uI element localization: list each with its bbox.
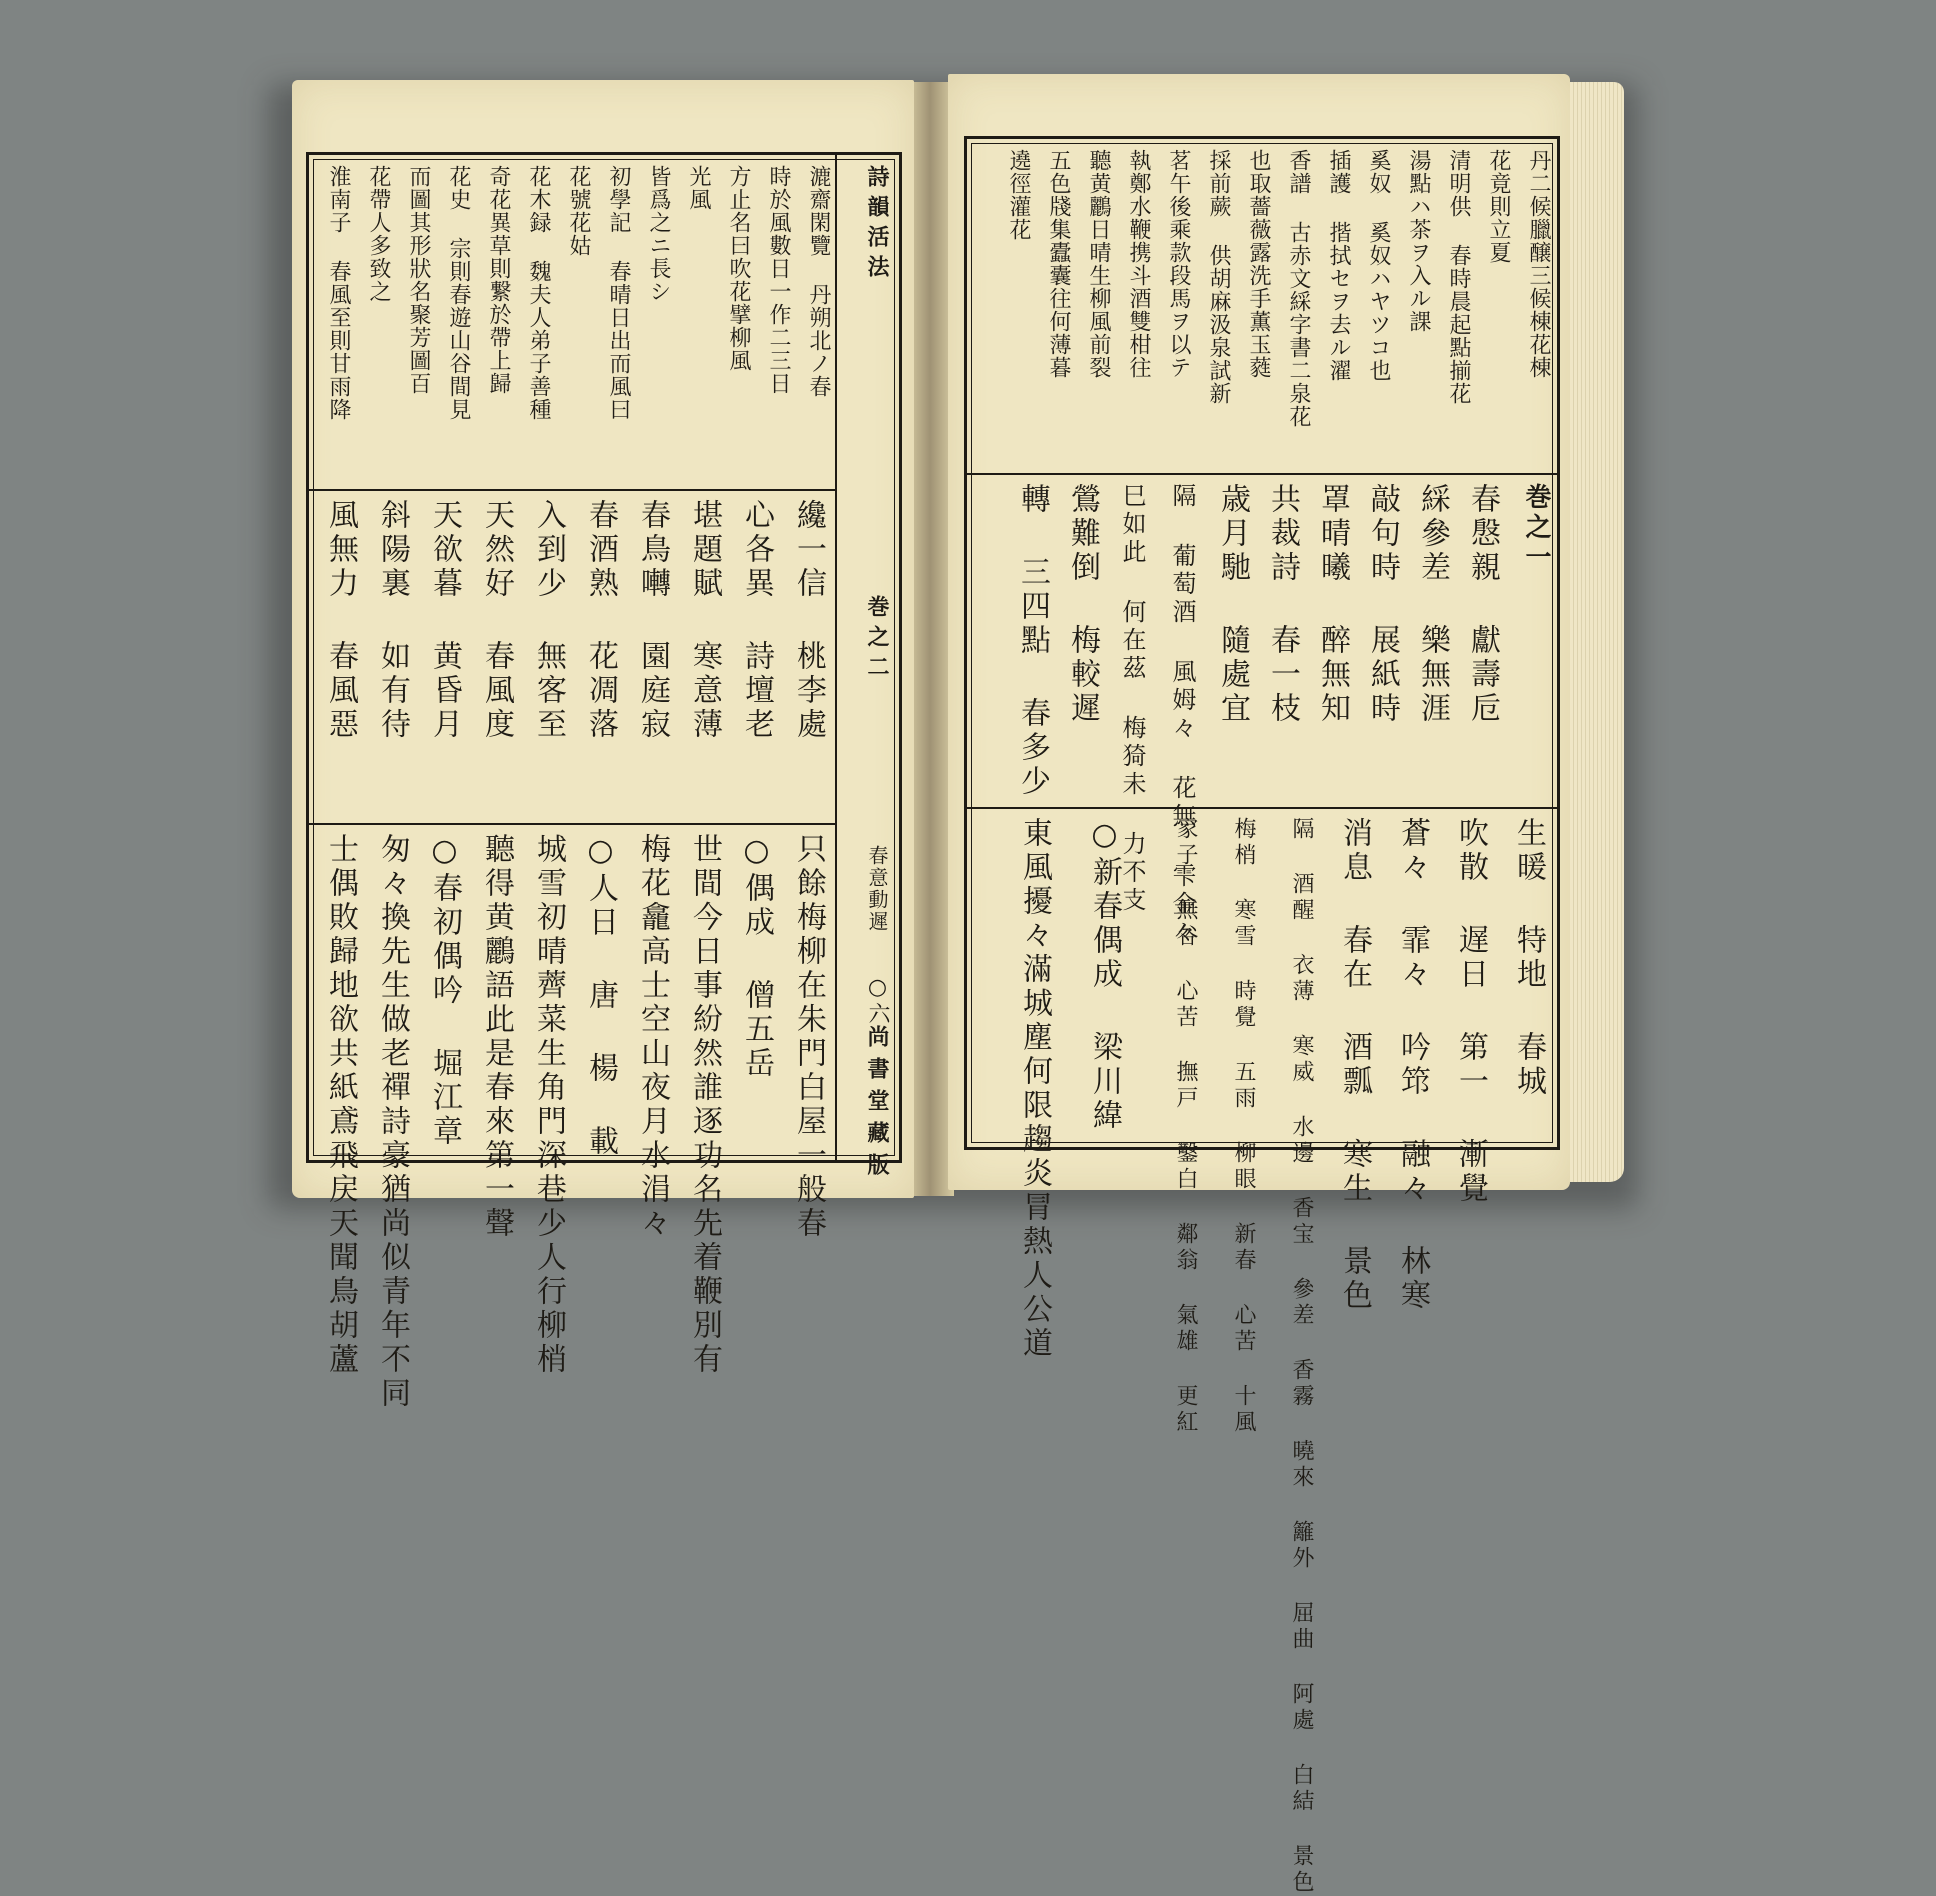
book-title: 詩韻活法 bbox=[864, 165, 890, 285]
page-number: ○六 bbox=[865, 975, 890, 1026]
note-column: 清明供 春時晨起點揃花 bbox=[1446, 149, 1471, 405]
notes-band bbox=[967, 139, 1557, 475]
poem-column: ○春初偶吟 堀江章 bbox=[427, 833, 462, 1149]
poem-column: 蒼々 霏々 吟筇 融々 林寒 bbox=[1395, 817, 1430, 1313]
note-column: 也取薔薇露洗手薫玉蕤 bbox=[1246, 149, 1271, 379]
poem-column: ○新春偶成 梁川緯 bbox=[1087, 817, 1122, 1133]
note-column: 花木録 魏夫人弟子善種 bbox=[526, 165, 551, 421]
poem-column: 世間今日事紛然誰逐功名先着鞭別有 bbox=[687, 833, 722, 1377]
couplets-band bbox=[309, 489, 837, 825]
publisher-imprint: 尚書堂藏版 bbox=[864, 1025, 890, 1185]
poems-band bbox=[967, 807, 1557, 1896]
couplet-column: 巳如此 何在茲 梅猗未 力不支 bbox=[1118, 483, 1146, 915]
couplet-column: 風無力 春風惡 bbox=[323, 499, 358, 742]
couplet-column: 纔一信 桃李處 bbox=[791, 499, 826, 742]
couplet-column: 天欲暮 黄昏月 bbox=[427, 499, 462, 742]
note-column: 執鄭水鞭携斗酒雙柑往 bbox=[1126, 149, 1151, 379]
note-column: 花史 宗則春遊山谷間見 bbox=[446, 165, 471, 421]
poem-column: 消息 春在 酒瓢 寒生 景色 bbox=[1337, 817, 1372, 1313]
page-edges bbox=[1566, 82, 1624, 1182]
poem-column: 只餘梅柳在朱門白屋一般春 bbox=[791, 833, 826, 1241]
note-column: 而圖其形狀名聚芳圖百 bbox=[406, 165, 431, 395]
left-page-margin-column bbox=[835, 155, 899, 1185]
note-column: 聽黄鸝日晴生柳風前裂 bbox=[1086, 149, 1111, 379]
note-column: 漉齋閑覽 丹朔北ノ春 bbox=[806, 165, 831, 398]
right-page bbox=[948, 74, 1570, 1896]
poem-column: 家子 無谷 心苦 撫戸 鑿白 鄰翁 氣雄 更紅 bbox=[1173, 817, 1198, 1436]
note-column: 花帶人多致之 bbox=[366, 165, 391, 303]
note-column: 湯點ハ茶ヲ入ル課 bbox=[1406, 149, 1431, 333]
note-column: 奚奴 奚奴ハヤツコ也 bbox=[1366, 149, 1391, 382]
note-column: 香譜 古赤文綵字書二泉花 bbox=[1286, 149, 1311, 428]
note-column: 花號花姑 bbox=[566, 165, 591, 257]
note-column: 奇花異草則繋於帶上歸 bbox=[486, 165, 511, 395]
note-column: 時於風數日一作二三日 bbox=[766, 165, 791, 395]
couplet-column: 春酒熟 花凋落 bbox=[583, 499, 618, 742]
left-page-frame bbox=[306, 152, 902, 1411]
couplet-column: 敲句時 展紙時 bbox=[1365, 483, 1400, 726]
poem-column: 東風擾々滿城塵何限趨炎冐熱人公道 bbox=[1017, 817, 1052, 1361]
volume-label: 巻之二 bbox=[864, 595, 890, 685]
couplet-column: 春慇親 獻壽卮 bbox=[1465, 483, 1500, 726]
couplet-column: 斜陽裏 如有待 bbox=[375, 499, 410, 742]
note-column: 插護 揩拭セヲ去ル濯 bbox=[1326, 149, 1351, 382]
note-column: 丹二候臘醸三候棟花棟 bbox=[1526, 149, 1551, 379]
note-column: 皆爲之ニ長シ bbox=[646, 165, 671, 303]
note-column: 方止名曰吹花擘柳風 bbox=[726, 165, 751, 372]
couplet-column: 鶯難倒 梅較遲 bbox=[1065, 483, 1100, 726]
couplet-column: 堪題賦 寒意薄 bbox=[687, 499, 722, 742]
volume-label: 巻之一 bbox=[1521, 483, 1551, 573]
note-column: 光風 bbox=[686, 165, 711, 211]
couplet-column: 心各異 詩壇老 bbox=[739, 499, 774, 742]
couplet-column: 春鳥囀 園庭寂 bbox=[635, 499, 670, 742]
couplet-column: 歳月馳 隨處宜 bbox=[1215, 483, 1250, 726]
couplet-column: 轉 三四點 春多少 bbox=[1015, 483, 1050, 799]
poem-column: 吹散 遅日 第一 漸覺 bbox=[1453, 817, 1488, 1206]
section-label: 春意動遲 bbox=[865, 845, 889, 933]
poem-column: 聽得黄鸝語此是春來第一聲 bbox=[479, 833, 514, 1241]
couplet-column: 共裁詩 春一枝 bbox=[1265, 483, 1300, 726]
poem-column: 城雪初晴薺菜生角門深巷少人行柳梢 bbox=[531, 833, 566, 1377]
couplet-column: 入到少 無客至 bbox=[531, 499, 566, 742]
poem-column: ○人日 唐 楊 載 bbox=[583, 833, 618, 1159]
couplet-column: 天然好 春風度 bbox=[479, 499, 514, 742]
poems-band bbox=[309, 823, 837, 1411]
poem-column: ○偶成 僧五岳 bbox=[739, 833, 774, 1081]
poem-column: 梅梢 寒雪 時覺 五雨 柳眼 新春 心苦 十風 bbox=[1231, 817, 1256, 1436]
poem-column: 梅花龕高士空山夜月水涓々 bbox=[635, 833, 670, 1241]
note-column: 初學記 春晴日出而風曰 bbox=[606, 165, 631, 421]
left-page bbox=[292, 80, 914, 1411]
notes-band bbox=[309, 155, 837, 491]
couplet-column: 罩晴曦 醉無知 bbox=[1315, 483, 1350, 726]
note-column: 採前蕨 供胡麻汲泉試新 bbox=[1206, 149, 1231, 405]
note-column: 花竟則立夏 bbox=[1486, 149, 1511, 264]
couplets-band bbox=[967, 473, 1557, 947]
couplet-column: 綵參差 樂無涯 bbox=[1415, 483, 1450, 726]
note-column: 遶徑灌花 bbox=[1006, 149, 1031, 241]
couplet-column: 隔 葡萄酒 風姆々 花無 雫金々 bbox=[1168, 483, 1196, 947]
note-column: 淮南子 春風至則甘雨降 bbox=[326, 165, 351, 421]
poem-column: 隔 酒醒 衣薄 寒威 水邊 香宝 參差 香霧 曉來 籬外 屈曲 阿處 白結 景色 bbox=[1289, 817, 1314, 1896]
poem-column: 匆々換先生做老禪詩豪猶尚似青年不同 bbox=[375, 833, 410, 1411]
right-page-frame bbox=[964, 136, 1560, 1896]
poem-column: 生暖 特地 春城 bbox=[1511, 817, 1546, 1099]
poem-column: 士偶敗歸地欲共紙鳶飛戻天聞鳥胡蘆 bbox=[323, 833, 358, 1377]
note-column: 五色牋集蠹囊往何薄暮 bbox=[1046, 149, 1071, 379]
note-column: 茗午後乘款段馬ヲ以テ bbox=[1166, 149, 1191, 379]
